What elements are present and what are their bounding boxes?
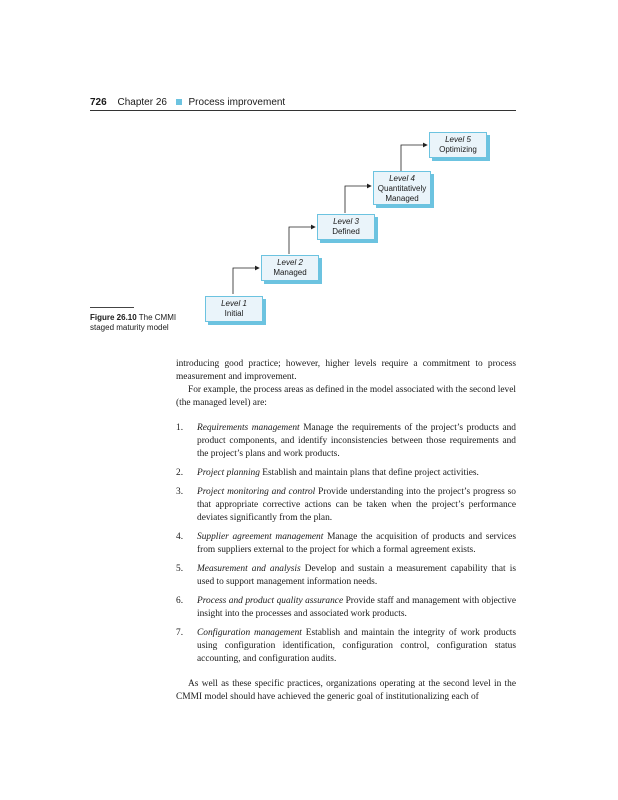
- item-text: Develop and sustain a measurement capability that is used to support management information needs.: [197, 564, 516, 587]
- connector-3-4: [345, 186, 371, 213]
- list-item: [176, 531, 516, 557]
- body-text: [176, 358, 516, 704]
- item-term: Project planning: [197, 468, 260, 478]
- level-4-box: [373, 171, 431, 205]
- level-5-title: Level 5: [445, 135, 471, 144]
- item-term: Configuration management: [197, 628, 302, 638]
- item-number: 7.: [176, 628, 184, 638]
- level-4-name-line2: Managed: [385, 194, 419, 203]
- paragraph-1: introducing good practice; however, higher levels require a commitment to process measurement and improvement.: [176, 359, 516, 382]
- item-term: Project monitoring and control: [197, 487, 316, 497]
- item-number: 6.: [176, 596, 184, 606]
- item-number: 2.: [176, 468, 184, 478]
- connector-1-2: [233, 268, 259, 294]
- section-title: Process improvement: [188, 97, 286, 108]
- list-item: [176, 595, 516, 621]
- figure-caption: [90, 313, 190, 333]
- list-item: [176, 563, 516, 589]
- level-1-title: Level 1: [221, 299, 247, 308]
- level-1-box: [205, 296, 263, 322]
- process-area-list: [176, 422, 516, 666]
- item-text: Establish and maintain the integrity of work products using configuration identification, configuration control, configuration status accounting, and configuration audits.: [197, 628, 516, 664]
- connector-4-5: [401, 145, 427, 172]
- level-1-name: Initial: [224, 309, 244, 318]
- staircase-connectors: [0, 0, 618, 340]
- level-3-name: Defined: [332, 227, 360, 236]
- level-4-title: Level 4: [389, 174, 415, 183]
- item-text: Manage the acquisition of products and services from suppliers external to the project for which a formal agreement exists.: [197, 532, 516, 555]
- item-number: 3.: [176, 487, 184, 497]
- item-text: Manage the requirements of the project’s products and product components, and identify inconsistencies between those requirements and the project’s plans and work products.: [197, 423, 516, 459]
- connector-2-3: [289, 227, 315, 254]
- list-item: [176, 422, 516, 461]
- item-number: 1.: [176, 423, 184, 433]
- item-number: 4.: [176, 532, 184, 542]
- item-text: Provide understanding into the project’s progress so that appropriate corrective actions can be taken when the project’s performance deviates significantly from the plan.: [197, 487, 516, 523]
- chapter-label: Chapter 26: [117, 97, 167, 108]
- page-number: 726: [90, 97, 107, 108]
- level-2-box: [261, 255, 319, 281]
- level-5-name: Optimizing: [439, 145, 477, 154]
- level-4-name-line1: Quantitatively: [377, 184, 427, 193]
- item-text: Establish and maintain plans that define project activities.: [259, 468, 479, 478]
- level-2-name: Managed: [273, 268, 307, 277]
- level-5-box: [429, 132, 487, 158]
- item-text: Provide staff and management with objective insight into the processes and associated work products.: [197, 596, 516, 619]
- caption-rule: [90, 307, 134, 308]
- level-2-title: Level 2: [277, 258, 303, 267]
- item-term: Requirements management: [197, 423, 300, 433]
- level-3-box: [317, 214, 375, 240]
- list-item: [176, 627, 516, 666]
- list-item: [176, 486, 516, 525]
- item-term: Process and product quality assurance: [197, 596, 344, 606]
- list-item: [176, 467, 516, 480]
- item-term: Measurement and analysis: [197, 564, 301, 574]
- item-term: Supplier agreement management: [197, 532, 324, 542]
- item-number: 5.: [176, 564, 184, 574]
- paragraph-3: As well as these specific practices, organizations operating at the second level in the CMMI model should have achieved the generic goal of institutionalizing each of: [176, 679, 516, 702]
- caption-label: Figure 26.10: [90, 313, 137, 322]
- level-3-title: Level 3: [333, 217, 359, 226]
- paragraph-2: For example, the process areas as defined in the model associated with the second level (the managed level) are:: [176, 385, 516, 408]
- caption-text: The CMMI staged maturity model: [90, 313, 177, 332]
- cmmi-diagram: [0, 0, 618, 340]
